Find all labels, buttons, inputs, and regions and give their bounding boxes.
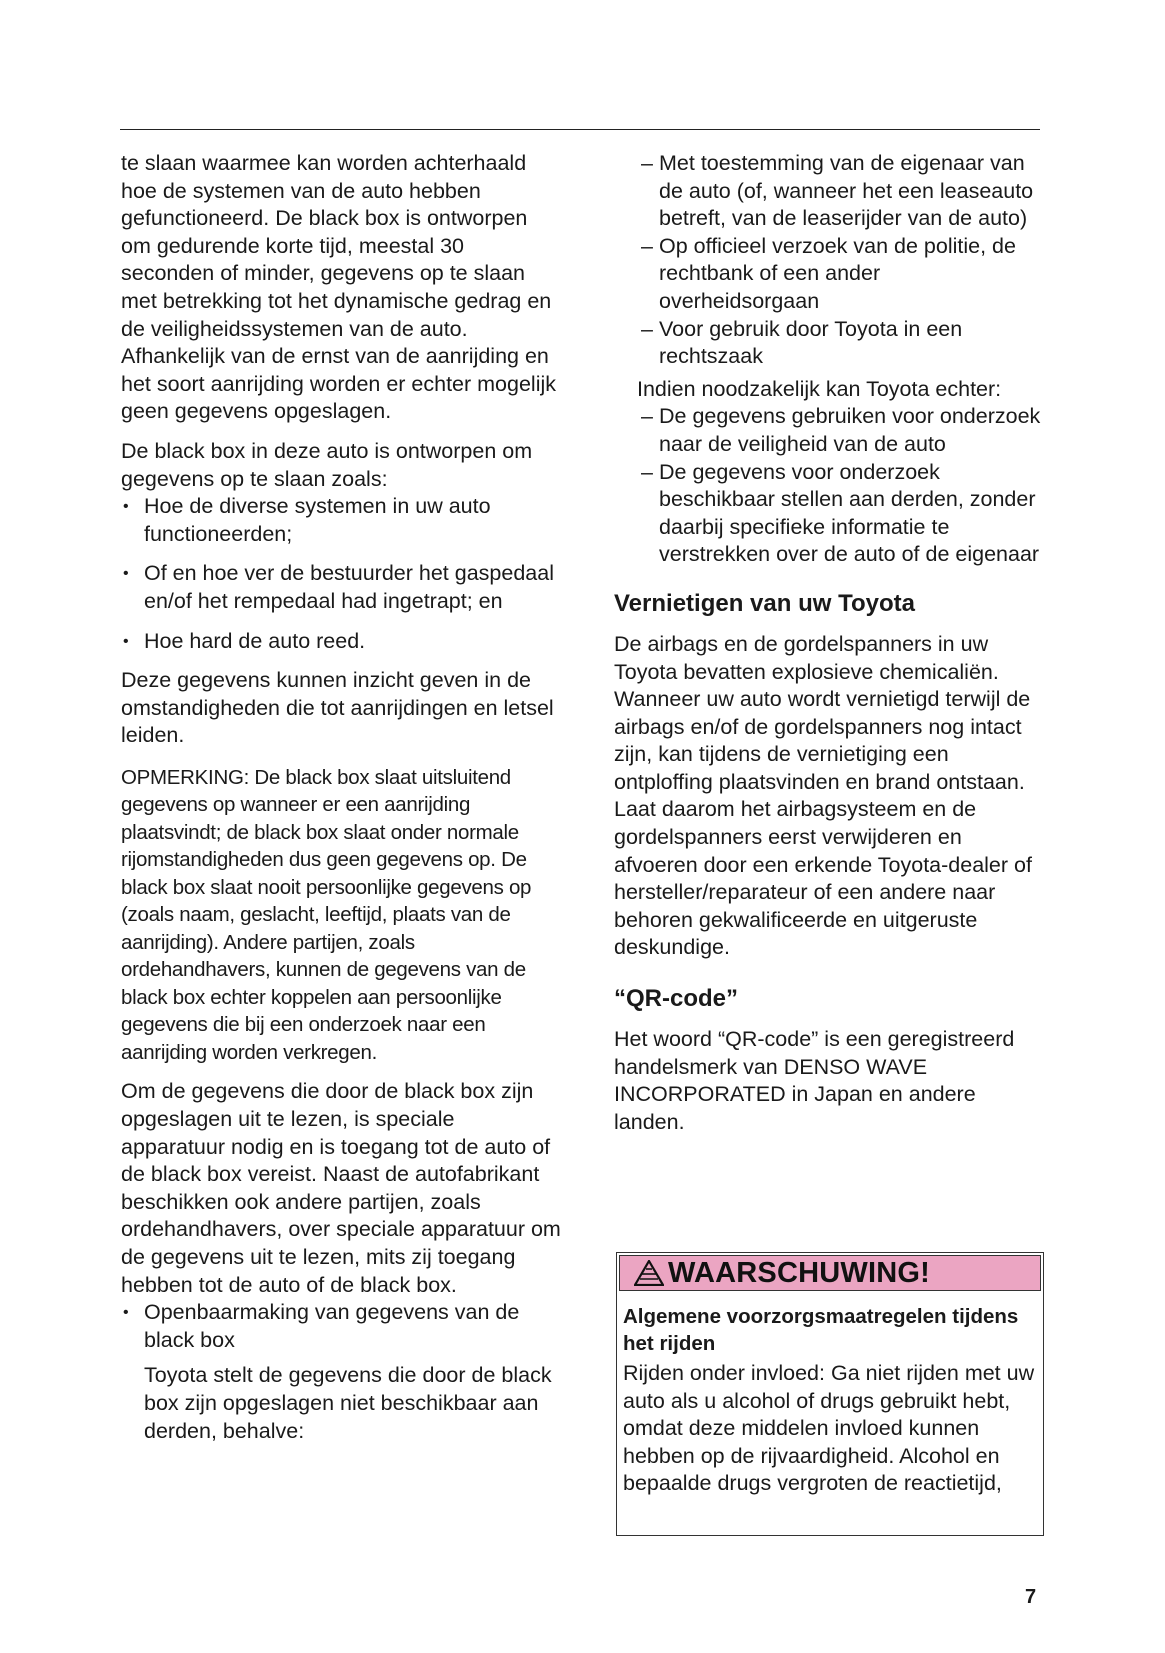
recorded-data-list [121,493,561,655]
list-item: • Hoe de diverse systemen in uw auto functioneerden; [121,493,561,548]
warning-body [617,1293,1043,1498]
list-item: – De gegevens voor onderzoek beschikbaar stellen aan derden, zonder daarbij specifieke informatie te verstrekken over de auto of de eigenaar [641,459,1044,569]
list-item: – De gegevens gebruiken voor onderzoek naar de veiligheid van de auto [641,403,1044,458]
list-item: • Openbaarmaking van gegevens van de black box [121,1299,561,1354]
toyota-usage-list [614,403,1044,569]
qr-code-paragraph: Het woord “QR-code” is een geregistreerd handelsmerk van DENSO WAVE INCORPORATED in Japan en andere landen. [614,1027,1015,1134]
warning-text: Rijden onder invloed: Ga niet rijden met uw auto als u alcohol of drugs gebruikt hebt, omdat deze middelen invloed kunnen hebben op de rijvaardigheid. Alcohol en bepaalde drugs vergroten de reactietijd, [623,1361,1035,1496]
right-column [614,150,1044,1136]
warning-header [619,1255,1041,1291]
list-item: – Voor gebruik door Toyota in een rechtszaak [641,316,1044,371]
list-item: • Of en hoe ver de bestuurder het gaspedaal en/of het rempedaal had ingetrapt; en [121,560,561,615]
insight-paragraph: Deze gegevens kunnen inzicht geven in de omstandigheden die tot aanrijdingen en letsel leiden. [121,668,554,748]
vernietigen-paragraph: De airbags en de gordelspanners in uw Toyota bevatten explosieve chemicaliën. Wanneer uw auto wordt vernietigd terwijl de airbags en/of de gordelspanners nog intact zijn, kan tijdens de vernietiging een ontploffing plaatsvinden en brand ontstaan. Laat daarom het airbagsysteem en de gordelspanners eerst verwijderen en afvoeren door een erkende Toyota-dealer of hersteller/reparateur of een andere naar behoren gekwalificeerde en uitgeruste deskundige. [614,631,1032,960]
disclosure-paragraph: Toyota stelt de gegevens die door de black box zijn opgeslagen niet beschikbaar aan derden, behalve: [144,1363,552,1443]
left-column [121,150,561,1445]
header-rule [120,129,1040,130]
note-paragraph: OPMERKING: De black box slaat uitsluitend gegevens op wanneer er een aanrijding plaatsvindt; de black box slaat onder normale rijomstandigheden dus geen gegevens op. De black box slaat nooit persoonlijke gegevens op (zoals naam, geslacht, leeftijd, plaats van de aanrijding). Andere partijen, zoals ordehandhavers, kunnen de gegevens van de black box echter koppelen aan persoonlijke gegevens die bij een onderzoek naar een aanrijding worden verkregen. [121,765,532,1064]
list-item: – Op officieel verzoek van de politie, de rechtbank of een ander overheidsorgaan [641,233,1044,316]
section-heading-vernietigen: Vernietigen van uw Toyota [614,589,915,617]
toyota-may-paragraph: Indien noodzakelijk kan Toyota echter: [637,376,1002,401]
disclosure-exceptions-list [614,150,1044,371]
black-box-design-paragraph: De black box in deze auto is ontworpen om gegevens op te slaan zoals: [121,438,533,491]
warning-triangle-icon [634,1260,664,1286]
readout-paragraph: Om de gegevens die door de black box zijn opgeslagen uit te lezen, is speciale apparatuur nodig en is toegang tot de auto of de black box vereist. Naast de autofabrikant beschikken ook andere partijen, zoals ordehandhavers, over speciale apparatuur om de gegevens uit te lezen, mits zij toegang hebben tot de auto of de black box. [121,1079,561,1297]
warning-subtitle: Algemene voorzorgsmaatregelen tijdens het rijden [623,1305,1019,1355]
warning-box [616,1252,1044,1536]
list-item: – Met toestemming van de eigenaar van de auto (of, wanneer het een leaseauto betreft, van de leaserijder van de auto) [641,150,1044,233]
section-heading-qr-code: “QR-code” [614,985,739,1013]
warning-title: WAARSCHUWING! [668,1256,930,1289]
list-item: • Hoe hard de auto reed. [121,628,561,656]
disclosure-list [121,1299,561,1354]
black-box-intro-paragraph: te slaan waarmee kan worden achterhaald hoe de systemen van de auto hebben gefunctioneerd. De black box is ontworpen om gedurende korte tijd, meestal 30 seconden of minder, gegevens op te slaan met betrekking tot het dynamische gedrag en de veiligheidssystemen van de auto. Afhankelijk van de ernst van de aanrijding en het soort aanrijding worden er echter mogelijk geen gegevens opgeslagen. [121,151,557,424]
page-number: 7 [1025,1586,1037,1608]
